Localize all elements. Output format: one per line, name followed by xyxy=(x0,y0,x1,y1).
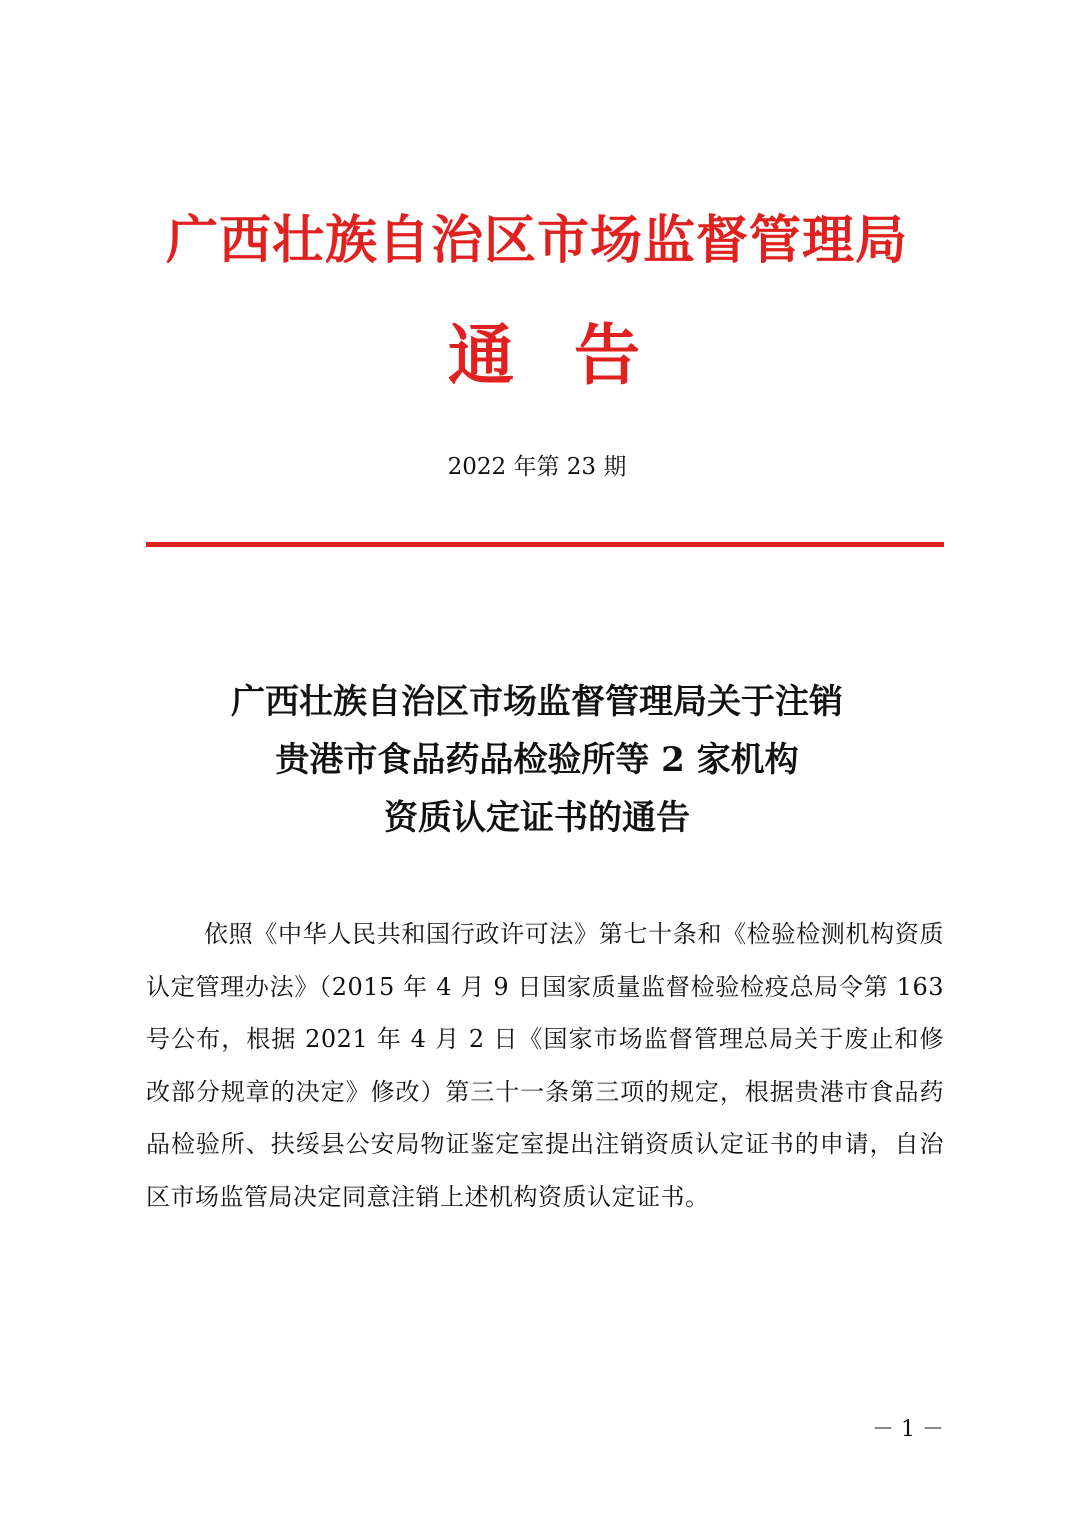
notice-title-line-1: 广西壮族自治区市场监督管理局关于注销 xyxy=(231,682,843,722)
page-number: － 1 － xyxy=(872,1417,944,1442)
document-type-char-1: 通 xyxy=(448,316,514,394)
notice-title xyxy=(0,673,1074,847)
issue-number: 2022 年第 23 期 xyxy=(447,454,627,480)
notice-title-line-3: 资质认定证书的通告 xyxy=(384,798,690,838)
issuing-organization-title: 广西壮族自治区市场监督管理局 xyxy=(165,210,908,271)
notice-body-paragraph: 依照《中华人民共和国行政许可法》第七十条和《检验检测机构资质认定管理办法》（2015 年 4 月 9 日国家质量监督检验检疫总局令第 163 号公布，根据 2021 年 4 月 2 日《国家市场监督管理总局关于废止和修改部分规章的决定》修改）第三十一条第三项的规定，根据贵港市食品药品检验所、扶绥县公安局物证鉴定室提出注销资质认定证书的申请，自治区市场监管局决定同意注销上述机构资质认定证书。 xyxy=(146,920,944,1211)
notice-title-line-2: 贵港市食品药品检验所等 2 家机构 xyxy=(275,740,799,780)
red-divider-line xyxy=(146,542,944,547)
document-type-char-2: 告 xyxy=(574,316,640,394)
